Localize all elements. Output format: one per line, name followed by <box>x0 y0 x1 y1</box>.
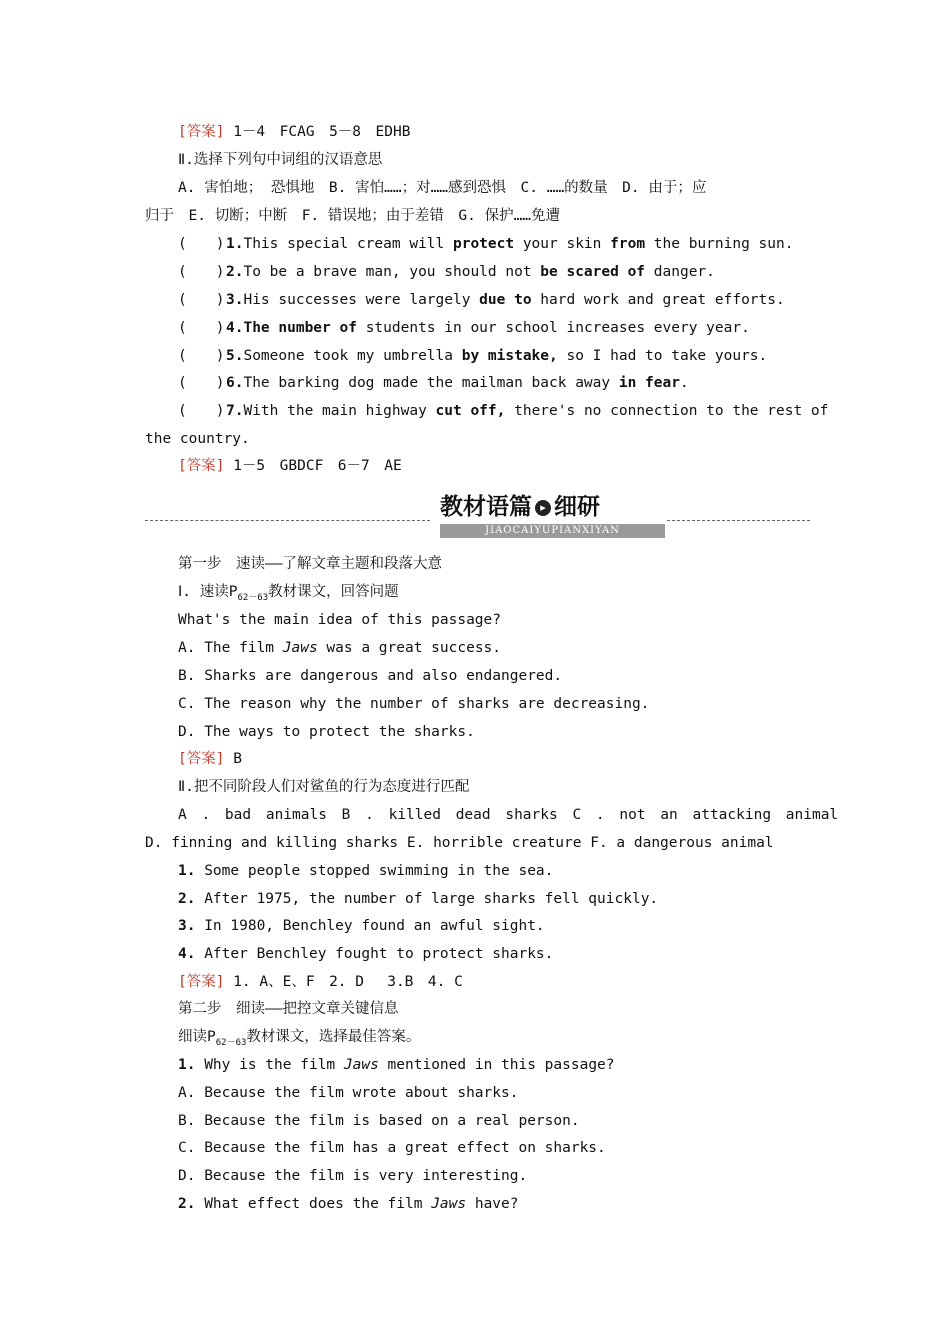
detail-question-2: 2. What effect does the film Jaws have? <box>178 1196 519 1212</box>
q2-options-line-1: A . bad animals B . killed dead sharks C . not an attacking animal <box>178 807 839 823</box>
matching-item: ( ) 2.To be a brave man, you should not be scared of danger. <box>178 258 828 286</box>
step-2-heading: 第二步 细读——把控文章关键信息 <box>178 1001 399 1017</box>
detail-option: B. Because the film is based on a real person. <box>178 1113 580 1129</box>
q1-option-b: B. Sharks are dangerous and also endangered. <box>178 668 563 684</box>
banner-subtitle: JIAOCAIYUPIANXIYAN <box>440 524 665 538</box>
matching-item: ( ) 4.The number of students in our school increases every year. <box>178 314 828 342</box>
q2-heading: Ⅱ.把不同阶段人们对鲨鱼的行为态度进行匹配 <box>178 779 470 795</box>
detail-option: C. Because the film has a great effect on sharks. <box>178 1140 606 1156</box>
matching-item: ( ) 7.With the main highway cut off, there's no connection to the rest of <box>178 397 828 425</box>
answer-label: [答案] <box>178 124 225 140</box>
q2-answer: [答案] 1. A、E、F 2. D 3.B 4. C <box>178 974 463 990</box>
matching-item: ( ) 3.His successes were largely due to hard work and great efforts. <box>178 286 828 314</box>
detail-option: A. Because the film wrote about sharks. <box>178 1085 519 1101</box>
step-1-heading: 第一步 速读——了解文章主题和段落大意 <box>178 556 442 572</box>
banner-title-right: 细研 <box>554 494 600 520</box>
banner-divider-left <box>145 520 430 521</box>
banner-title <box>440 490 665 524</box>
matching-item: ( ) 1.This special cream will protect your skin from the burning sun. <box>178 230 828 258</box>
answer-blank: ( ) <box>178 236 225 252</box>
detail-question-1: 1. Why is the film Jaws mentioned in this passage? <box>178 1057 615 1073</box>
q2-item: 4. After Benchley fought to protect sharks. <box>178 946 554 962</box>
q1-question: What's the main idea of this passage? <box>178 612 502 628</box>
answer-line-1 <box>178 118 828 146</box>
q1-option-a: A. The film Jaws was a great success. <box>178 640 502 656</box>
answer-blank: ( ) <box>178 264 225 280</box>
options-line-2: 归于 E. 切断；中断 F. 错误地；由于差错 G. 保护……免遭 <box>145 208 561 224</box>
banner-title-left: 教材语篇 <box>440 494 532 520</box>
q1-heading: Ⅰ. 速读$P_{62-63}$教材课文，回答问题 <box>178 584 399 603</box>
item-7-continuation: the country. <box>145 431 250 447</box>
answer-blank: ( ) <box>178 292 225 308</box>
answer-text: 1－5 GBDCF 6－7 AE <box>224 458 402 474</box>
banner-divider-right <box>667 520 810 521</box>
detail-instruction: 细读$P_{62-63}$教材课文，选择最佳答案。 <box>178 1029 421 1048</box>
answer-line-2 <box>178 452 828 480</box>
arrow-icon: ▸ <box>535 500 551 516</box>
answer-text: 1－4 FCAG 5－8 EDHB <box>224 124 411 140</box>
q2-item: 3. In 1980, Benchley found an awful sight. <box>178 918 545 934</box>
matching-item: ( ) 5.Someone took my umbrella by mistake, so I had to take yours. <box>178 342 828 370</box>
answer-blank: ( ) <box>178 320 225 336</box>
answer-blank: ( ) <box>178 375 225 391</box>
options-line-1: A. 害怕地； 恐惧地 B. 害怕……；对……感到恐惧 C. ……的数量 D. 由于；应 <box>178 180 707 196</box>
answer-blank: ( ) <box>178 403 225 419</box>
answer-label: [答案] <box>178 458 225 474</box>
matching-item: ( ) 6.The barking dog made the mailman back away in fear. <box>178 369 828 397</box>
detail-option: D. Because the film is very interesting. <box>178 1168 528 1184</box>
section-heading-2: Ⅱ.选择下列句中词组的汉语意思 <box>178 152 383 168</box>
q1-option-d: D. The ways to protect the sharks. <box>178 724 475 740</box>
answer-blank: ( ) <box>178 348 225 364</box>
q2-options-line-2: D. finning and killing sharks E. horrible creature F. a dangerous animal <box>145 835 774 851</box>
q1-answer: [答案] B <box>178 751 242 767</box>
q2-item: 2. After 1975, the number of large sharks fell quickly. <box>178 891 659 907</box>
q1-option-c: C. The reason why the number of sharks are decreasing. <box>178 696 650 712</box>
q2-item: 1. Some people stopped swimming in the sea. <box>178 863 554 879</box>
